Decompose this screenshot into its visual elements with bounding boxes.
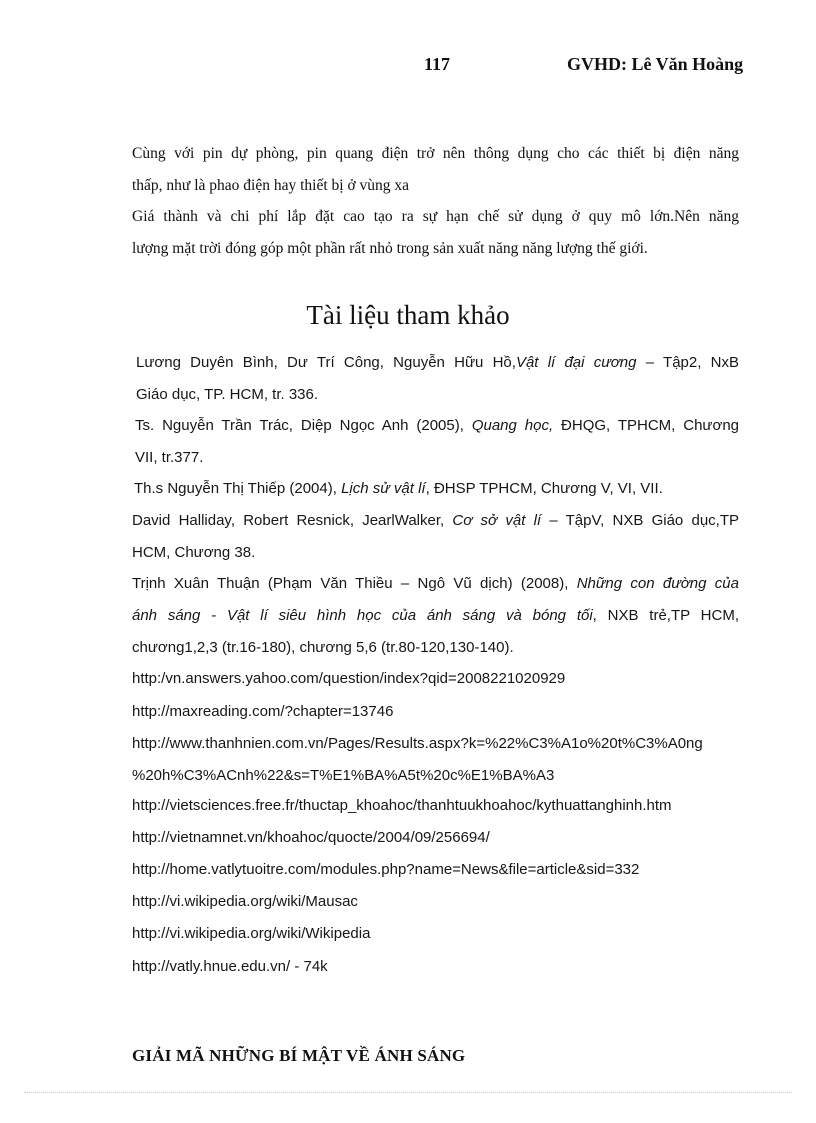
references-title: Tài liệu tham khảo <box>306 300 510 330</box>
reference-2-line1: Ts. Nguyễn Trần Trác, Diệp Ngọc Anh (2005), Quang học, ĐHQG, TPHCM, Chương <box>135 417 739 434</box>
reference-url-2[interactable]: http://maxreading.com/?chapter=13746 <box>132 703 394 720</box>
reference-4-title: Cơ sở vật lí <box>452 512 542 529</box>
section-title: GIẢI MÃ NHỮNG BÍ MẬT VỀ ÁNH SÁNG <box>132 1046 466 1065</box>
reference-4-line2: HCM, Chương 38. <box>132 544 256 561</box>
reference-1-line1: Lương Duyên Bình, Dư Trí Công, Nguyễn Hữu Hồ,Vật lí đại cương – Tập2, NxB <box>136 354 739 371</box>
supervisor-label: GVHD: Lê Văn Hoàng <box>567 54 744 74</box>
reference-url-6[interactable]: http://home.vatlytuoitre.com/modules.php?name=News&file=article&sid=332 <box>132 861 640 878</box>
reference-item-2 <box>135 410 739 474</box>
reference-3-line1: Th.s Nguyễn Thị Thiếp (2004), Lịch sử vật lí, ĐHSP TPHCM, Chương V, VI, VII. <box>134 480 663 497</box>
intro-p1-line2: thấp, như là phao điện hay thiết bị ở vùng xa <box>132 177 410 194</box>
reference-url-9[interactable]: http://vatly.hnue.edu.vn/ - 74k <box>132 958 328 975</box>
reference-5-line2: ánh sáng - Vật lí siêu hình học của ánh sáng và bóng tối, NXB trẻ,TP HCM, <box>132 607 739 624</box>
reference-5-title: Những con đường của <box>576 575 739 592</box>
reference-url-3[interactable]: http://www.thanhnien.com.vn/Pages/Results.aspx?k=%22%C3%A1o%20t%C3%A0ng <box>132 735 703 752</box>
reference-url-4[interactable]: http://vietsciences.free.fr/thuctap_khoahoc/thanhtuukhoahoc/kythuattanghinh.htm <box>132 797 672 814</box>
reference-item-5 <box>132 568 739 664</box>
reference-url-3-cont[interactable]: %20h%C3%ACnh%22&s=T%E1%BA%A5t%20c%E1%BA%A3 <box>132 767 555 784</box>
reference-item-1 <box>136 347 739 411</box>
intro-p2-line1: Giá thành và chi phí lắp đặt cao tạo ra sự hạn chế sử dụng ở quy mô lớn.Nên năng <box>132 208 739 225</box>
intro-paragraph-1 <box>132 138 739 202</box>
reference-url-5[interactable]: http://vietnamnet.vn/khoahoc/quocte/2004/09/256694/ <box>132 829 490 846</box>
page-bottom-divider <box>24 1092 792 1093</box>
reference-5-line3: chương1,2,3 (tr.16-180), chương 5,6 (tr.80-120,130-140). <box>132 639 514 656</box>
page-number: 117 <box>424 54 451 74</box>
reference-3-title: Lịch sử vật lí <box>341 480 426 497</box>
reference-url-8[interactable]: http://vi.wikipedia.org/wiki/Wikipedia <box>132 925 371 942</box>
reference-1-line2: Giáo dục, TP. HCM, tr. 336. <box>136 386 319 403</box>
reference-5-title-cont: ánh sáng - Vật lí siêu hình học của ánh sáng và bóng tối <box>132 607 593 624</box>
reference-item-3 <box>134 473 739 505</box>
intro-paragraph-2 <box>132 201 739 265</box>
reference-2-title: Quang học, <box>471 417 554 434</box>
reference-url-7[interactable]: http://vi.wikipedia.org/wiki/Mausac <box>132 893 358 910</box>
reference-4-line1: David Halliday, Robert Resnick, JearlWalker, Cơ sở vật lí – TậpV, NXB Giáo dục,TP <box>132 512 739 529</box>
intro-p2-line2: lượng mặt trời đóng góp một phần rất nhỏ trong sản xuất năng năng lượng thế giới. <box>132 240 648 257</box>
reference-item-4 <box>132 505 739 569</box>
reference-5-line1: Trịnh Xuân Thuận (Phạm Văn Thiều – Ngô Vũ dịch) (2008), Những con đường của <box>132 575 739 592</box>
reference-2-line2: VII, tr.377. <box>135 449 204 466</box>
intro-p1-line1: Cùng với pin dự phòng, pin quang điện trở nên thông dụng cho các thiết bị điện năng <box>132 145 739 162</box>
reference-url-1[interactable]: http:/vn.answers.yahoo.com/question/index?qid=2008221020929 <box>132 670 566 687</box>
reference-1-title: Vật lí đại cương <box>515 354 637 371</box>
